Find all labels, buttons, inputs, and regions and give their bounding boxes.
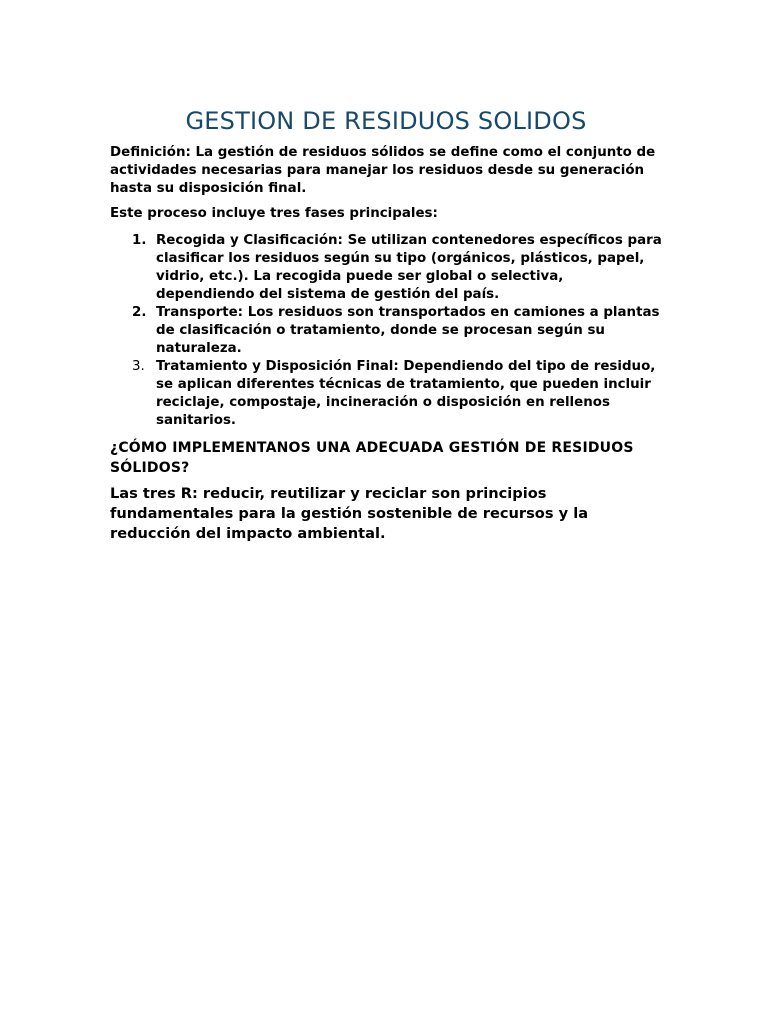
intro-paragraph: Este proceso incluye tres fases principales: — [110, 206, 438, 221]
closing-paragraph: Las tres R: reducir, reutilizar y reciclar son principios fundamentales para la gestión sostenible de recursos y la reducción del impacto ambiental. — [110, 485, 589, 542]
list-item-text: Tratamiento y Disposición Final: Dependiendo del tipo de residuo, se aplican diferentes técnicas de tratamiento, que pueden incluir reciclaje, compostaje, incineración o disposición en rellenos sanitarios. — [156, 359, 656, 428]
list-number: 3. — [132, 359, 145, 374]
document-page — [110, 104, 662, 544]
list-item-text: Transporte: Los residuos son transportados en camiones a plantas de clasificación o tratamiento, donde se procesan según su naturaleza. — [156, 305, 660, 356]
list-item — [110, 304, 662, 358]
list-item — [110, 358, 662, 430]
definition-paragraph: Definición: La gestión de residuos sólidos se define como el conjunto de actividades necesarias para manejar los residuos desde su generación hasta su disposición final. — [110, 145, 656, 196]
phases-list — [110, 232, 662, 430]
list-item-text: Recogida y Clasificación: Se utilizan contenedores específicos para clasificar los residuos según su tipo (orgánicos, plásticos, papel, vidrio, etc.). La recogida puede ser global o selectiva, dependiendo del sistema de gestión del país. — [156, 233, 662, 302]
list-number: 2. — [132, 305, 147, 320]
document-title: GESTION DE RESIDUOS SOLIDOS — [185, 107, 587, 135]
list-number: 1. — [132, 233, 147, 248]
section-heading: ¿CÓMO IMPLEMENTANOS UNA ADECUADA GESTIÓN DE RESIDUOS SÓLIDOS? — [110, 440, 634, 476]
list-item — [110, 232, 662, 304]
